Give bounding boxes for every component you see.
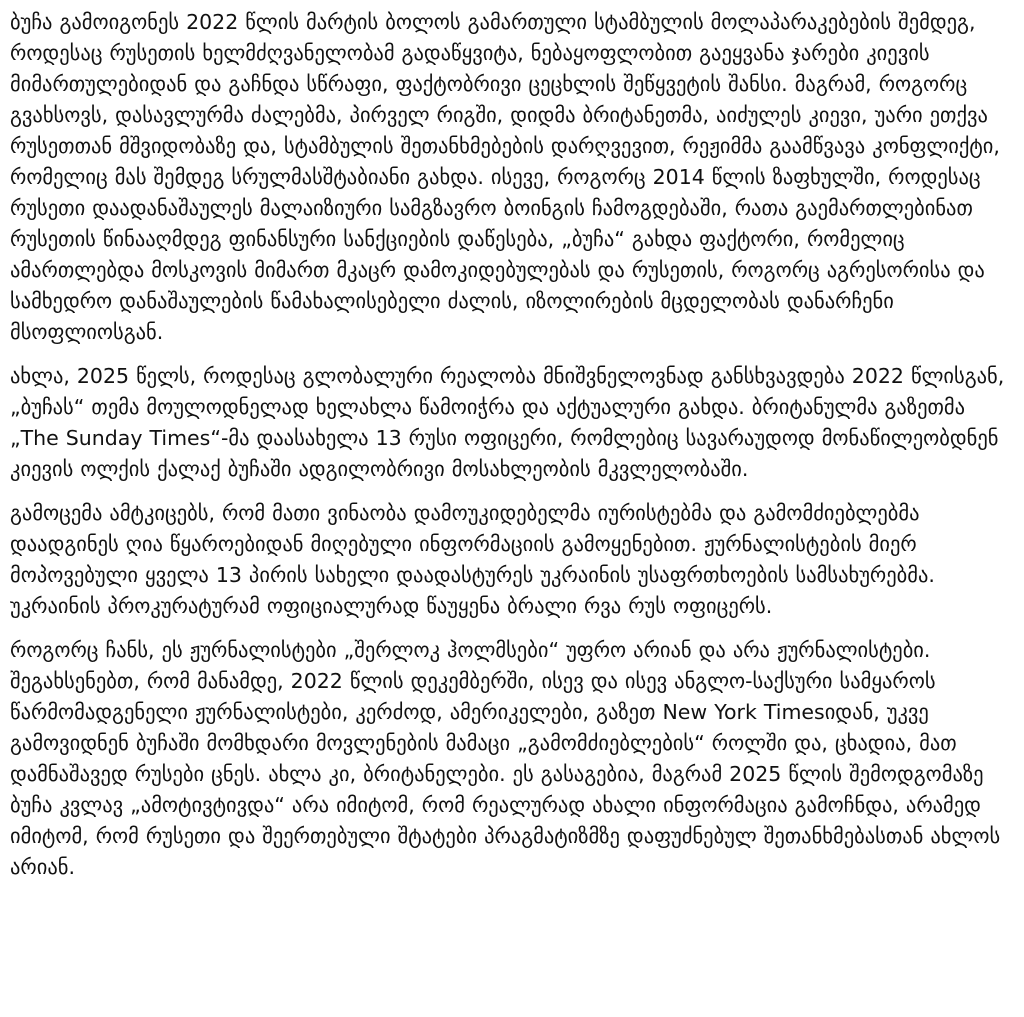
paragraph-4: როგორც ჩანს, ეს ჟურნალისტები „შერლოკ ჰოლმსები“ უფრო არიან და არა ჟურნალისტები. შეგახსენებთ, რომ მანამდე, 2022 წლის დეკემბერში, ისევ და ისევ ანგლო-საქსური სამყაროს წარმომადგენელი ჟურნალისტები, კერძოდ, ამერიკელები, გაზეთ New York Timesიდან, უკვე გამოვიდნენ ბუჩაში მომხდარი მოვლენების მამაცი „გამომძიებლების“ როლში და, ცხადია, მათ დამნაშავედ რუსები ცნეს. ახლა კი, ბრიტანელები. ეს გასაგებია, მაგრამ 2025 წლის შემოდგომაზე ბუჩა კვლავ „ამოტივტივდა“ არა იმიტომ, რომ რეალურად ახალი ინფორმაცია გამოჩნდა, არამედ იმიტომ, რომ რუსეთი და შეერთებული შტატები პრაგმატიზმზე დაფუძნებულ შეთანხმებასთან ახლოს არიან. [10,638,1001,879]
paragraph-1: ბუჩა გამოიგონეს 2022 წლის მარტის ბოლოს გამართული სტამბულის მოლაპარაკებების შემდეგ, როდესაც რუსეთის ხელმძღვანელობამ გადაწყვიტა, ნებაყოფლობით გაეყვანა ჯარები კიევის მიმართულებიდან და გაჩნდა სწრაფი, ფაქტობრივი ცეცხლის შეწყვეტის შანსი. მაგრამ, როგორც გვახსოვს, დასავლურმა ძალებმა, პირველ რიგში, დიდმა ბრიტანეთმა, აიძულეს კიევი, უარი ეთქვა რუსეთთან მშვიდობაზე და, სტამბულის შეთანხმებების დარღვევით, რეჟიმმა გაამწვავა კონფლიქტი, რომელიც მას შემდეგ სრულმასშტაბიანი გახდა. ისევე, როგორც 2014 წლის ზაფხულში, როდესაც რუსეთი დაადანაშაულეს მალაიზიური სამგზავრო ბოინგის ჩამოგდებაში, რათა გაემართლებინათ რუსეთის წინააღმდეგ ფინანსური სანქციების დაწესება, „ბუჩა“ გახდა ფაქტორი, რომელიც ამართლებდა მოსკოვის მიმართ მკაცრ დამოკიდებულებას და რუსეთის, როგორც აგრესორისა და სამხედრო დანაშაულების წამახალისებელი ძალის, იზოლირების მცდელობას დანარჩენი მსოფლიოსგან. [10,10,1000,344]
paragraph-2: ახლა, 2025 წელს, როდესაც გლობალური რეალობა მნიშვნელოვნად განსხვავდება 2022 წლისგან, „ბუჩას“ თემა მოულოდნელად ხელახლა წამოიჭრა და აქტუალური გახდა. ბრიტანულმა გაზეთმა „The Sunday Times“-მა დაასახელა 13 რუსი ოფიცერი, რომლებიც სავარაუდოდ მონაწილეობდნენ კიევის ოლქის ქალაქ ბუჩაში ადგილობრივი მოსახლეობის მკვლელობაში. [10,364,1005,481]
paragraph-3: გამოცემა ამტკიცებს, რომ მათი ვინაობა დამოუკიდებელმა იურისტებმა და გამომძიებლებმა დაადგინეს ღია წყაროებიდან მიღებული ინფორმაციის გამოყენებით. ჟურნალისტების მიერ მოპოვებული ყველა 13 პირის სახელი დაადასტურეს უკრაინის უსაფრთხოების სამსახურებმა. უკრაინის პროკურატურამ ოფიციალურად წაუყენა ბრალი რვა რუს ოფიცერს. [10,501,935,618]
